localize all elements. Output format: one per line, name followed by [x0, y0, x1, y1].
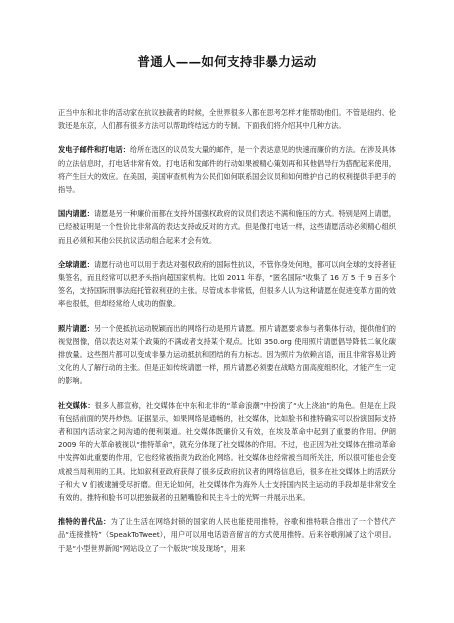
paragraph-heading: 照片请愿：	[58, 323, 94, 333]
paragraph-heading: 发电子邮件和打电话：	[58, 145, 130, 155]
paragraph-twitter-alternative	[58, 515, 396, 555]
paragraph-text: 请愿是另一种廉价而都在支持外国强权政府的议员们表达不满和施压的方式。特别是网上请愿，已经被证明是一个性价比非常高的表达支持或反对的方式。但是像打电话一样，这些请愿活动必须精心组织而且必须和其他公民抗议活动组合起来才会有效。	[58, 209, 396, 245]
paragraph-intro	[58, 106, 396, 132]
paragraph-heading: 社交媒体：	[58, 400, 95, 410]
paragraph-text: 很多人都宣称，社交媒体在中东和北非的“革命浪潮”中扮演了“火上浇油”的角色。但是在上段有包括前面的哭丹炒热。证据显示，如果网络是通畅的，社交媒体，比如脸书和推特确实可以扮演国际支持者和国内活动家之间沟通的便利渠道。社交媒体既廉价又有效，在埃及革命中起到了重要的作用。伊朗 2009 年的大革命被视以“推特革命”，就充分体现了社交媒体的作用。不过，也正因为社交媒体在推动革命中发挥如此重要的作用，它也经常被指责为政治化网络。社交媒体也经常被当局所关注，所以很可能也会变成被当局利用的工具。比如叙利亚政府获得了很多反政府抗议者的网络信息后，很多在社交媒体上的活跃分子和大 V 们被逮捕受尽折磨。但无论如何，社交媒体作为海外人士支持国内民主运动的手段却是非常安全有效的。推特和脸书可以把独裁者的丑陋嘴脸和民主斗士的光辉一并展示出来。	[58, 400, 396, 503]
paragraph-photo-petition	[58, 322, 396, 388]
paragraph-heading: 国内请愿：	[58, 209, 94, 219]
paragraph-global-petition	[58, 258, 396, 311]
page-title: 普通人——如何支持非暴力运动	[137, 54, 317, 69]
paragraph-email-phone	[58, 143, 396, 196]
paragraph-social-media	[58, 399, 396, 505]
paragraph-text: 为了让生活在网络封锁的国家的人民也能使用推特，谷歌和推特联合推出了一个替代产品“连接推特”（SpeakToTweet），用户可以用电话语音留言的方式使用推特。后来谷歌削减了这个项目。于是“小型世界新闻”网站设立了一个版块“埃及现场”，用来	[58, 517, 396, 553]
paragraph-heading: 推特的普代品：	[58, 517, 111, 527]
paragraph-heading: 全球请愿：	[58, 259, 94, 269]
paragraph-text: 给所在选区的议员发大量的邮件，是一个表达意见的快速而廉价的方法。在涉及具体的立法信息时，打电话非常有效。打电话和发邮件的行动如果被精心策划再和其他倡导行为搭配起来使用，将产生巨大的效应。在美国，美国审查机构为公民们如何联系国会议员和如何维护自己的权利提供手把手的指导。	[58, 145, 396, 195]
paragraph-domestic-petition	[58, 207, 396, 247]
paragraph-text: 请愿行动也可以用于表达对强权政府的国际性抗议，不管你身处何地，都可以向全球的支持者征集签名，而且经常可以把矛头指向超国家机构。比如 2011 年春，“匿名国际”收集了 16 万 5 千 9 百多个签名，支持国际刑事法庭托管叙利亚的主张。尽管成本非常低，但很多人认为这种请愿在促进变革方面的效率也很低，但却经常给人成功的假象。	[58, 259, 396, 309]
paragraph-text: 正当中东和北非的活动家在抗议独裁者的时候，全世界很多人都在思考怎样才能帮助他们。不管是纽约、伦敦还是东京，人们都有很多方法可以帮助终结远方的专制。下面我们将介绍其中几种方法。	[58, 108, 396, 131]
paragraph-text: 另一个使抵抗运动脱颖而出的网络行动是照片请愿。照片请愿要求参与者集体行动，提供他们的视觉图像，借以表达对某个政策的不满或者支持某个观点。比如 350.org 使用照片请愿倡导降低二氧化碳排放量。这些图片都可以变成非暴力运动抵抗和团结的有力标志。因为照片为依赖言语，而且非常容易让跨文化的人了解行动的主张。但是正如传统请愿一样，照片请愿必须要在战略方面高度组织化，才能产生一定的影响。	[58, 323, 396, 386]
